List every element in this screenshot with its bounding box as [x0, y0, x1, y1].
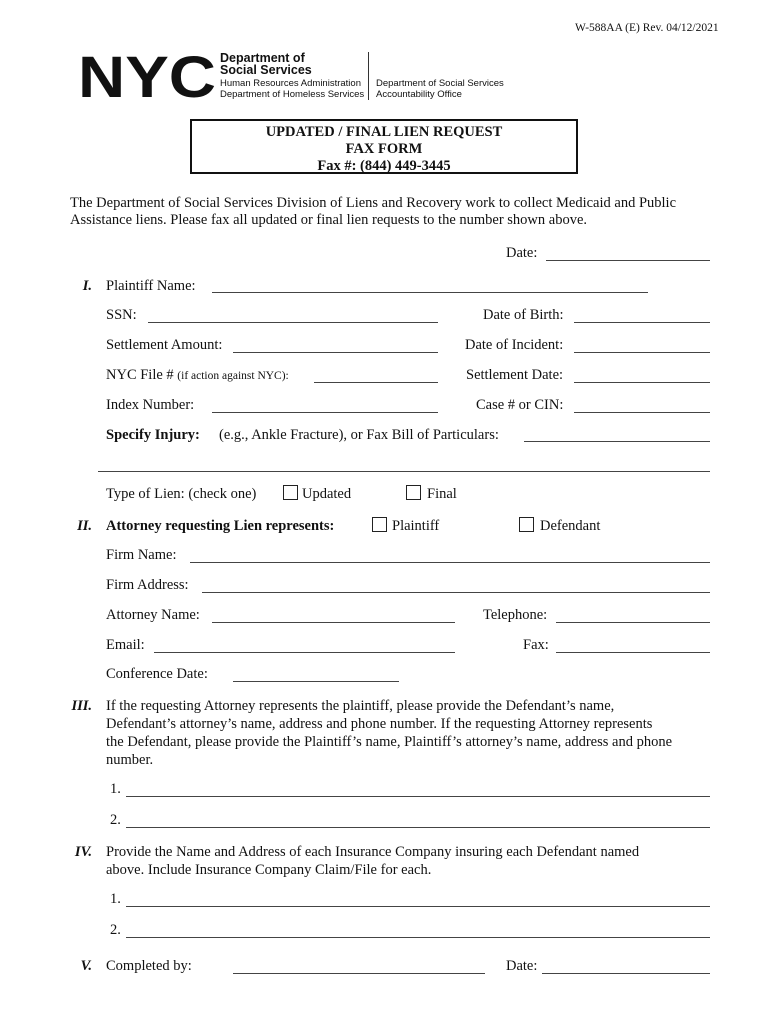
index-number-label: Index Number:: [106, 397, 195, 413]
conference-date-field[interactable]: [233, 681, 399, 682]
final-label: Final: [427, 486, 457, 502]
logo-divider: [368, 52, 369, 100]
section-3-line4: number.: [106, 752, 154, 768]
completed-date-label: Date:: [506, 958, 538, 974]
ssn-label: SSN:: [106, 307, 137, 323]
section-4-item1-field[interactable]: [126, 906, 710, 907]
firm-name-label: Firm Name:: [106, 547, 177, 563]
section-4-line2: above. Include Insurance Company Claim/File for each.: [106, 862, 432, 878]
plaintiff-name-field[interactable]: [212, 292, 648, 293]
updated-checkbox[interactable]: [283, 485, 298, 500]
section-5-numeral: V.: [80, 958, 92, 974]
attorney-represents-label: Attorney requesting Lien represents:: [106, 518, 335, 534]
telephone-field[interactable]: [556, 622, 710, 623]
email-field[interactable]: [154, 652, 455, 653]
section-2-numeral: II.: [77, 518, 92, 534]
nyc-logo-text: NYC: [78, 52, 216, 102]
completed-date-field[interactable]: [542, 973, 710, 974]
settlement-amount-field[interactable]: [233, 352, 438, 353]
completed-by-label: Completed by:: [106, 958, 192, 974]
fax-label: Fax:: [523, 637, 549, 653]
settlement-amount-label: Settlement Amount:: [106, 337, 223, 353]
firm-name-field[interactable]: [190, 562, 710, 563]
title-box: [190, 119, 578, 174]
title-line1: UPDATED / FINAL LIEN REQUEST: [265, 124, 503, 140]
section-4-item1-number: 1.: [110, 891, 121, 907]
section-4-item2-field[interactable]: [126, 937, 710, 938]
dob-field[interactable]: [574, 322, 710, 323]
date-of-incident-field[interactable]: [574, 352, 710, 353]
logo-sub-line1: Human Resources Administration: [220, 78, 361, 89]
specify-injury-label: Specify Injury:: [106, 427, 200, 443]
defendant-label: Defendant: [540, 518, 601, 534]
dob-label: Date of Birth:: [483, 307, 564, 323]
firm-address-field[interactable]: [202, 592, 710, 593]
injury-hint: (e.g., Ankle Fracture), or Fax Bill of Particulars:: [219, 427, 499, 443]
logo-dept-line2: Social Services: [220, 63, 312, 77]
ssn-field[interactable]: [148, 322, 438, 323]
injury-field[interactable]: [524, 441, 710, 442]
updated-label: Updated: [302, 486, 352, 502]
nyc-file-note: (if action against NYC):: [177, 370, 289, 382]
section-3-numeral: III.: [71, 698, 92, 714]
intro-line2: Assistance liens. Please fax all updated or final lien requests to the number shown above.: [70, 212, 588, 228]
index-number-field[interactable]: [212, 412, 438, 413]
logo-right-line2: Accountability Office: [376, 89, 462, 100]
fax-field[interactable]: [556, 652, 710, 653]
nyc-file-text: NYC File #: [106, 367, 174, 383]
case-cin-field[interactable]: [574, 412, 710, 413]
plaintiff-label: Plaintiff: [392, 518, 440, 534]
conference-date-label: Conference Date:: [106, 666, 208, 682]
email-label: Email:: [106, 637, 145, 653]
section-3-item1-number: 1.: [110, 781, 121, 797]
final-checkbox[interactable]: [406, 485, 421, 500]
defendant-checkbox[interactable]: [519, 517, 534, 532]
telephone-label: Telephone:: [483, 607, 548, 623]
section-4-numeral: IV.: [74, 844, 92, 860]
logo-dept-line1: Department of: [220, 51, 305, 65]
firm-address-label: Firm Address:: [106, 577, 189, 593]
completed-by-field[interactable]: [233, 973, 485, 974]
section-3-item2-number: 2.: [110, 812, 121, 828]
attorney-name-label: Attorney Name:: [106, 607, 200, 623]
logo-sub-line2: Department of Homeless Services: [220, 89, 365, 100]
injury-field-line2[interactable]: [98, 471, 710, 472]
nyc-logo-mark-icon: [78, 52, 218, 102]
case-cin-label: Case # or CIN:: [476, 397, 564, 413]
form-code: W-588AA (E) Rev. 04/12/2021: [575, 22, 719, 34]
intro-line1: The Department of Social Services Division of Liens and Recovery work to collect Medicaid and Public: [70, 195, 677, 211]
title-line2: FAX FORM: [345, 141, 423, 157]
section-1-numeral: I.: [82, 278, 92, 294]
section-4-item2-number: 2.: [110, 922, 121, 938]
settlement-date-field[interactable]: [574, 382, 710, 383]
attorney-name-field[interactable]: [212, 622, 455, 623]
section-3-line3: the Defendant, please provide the Plaintiff’s name, Plaintiff’s attorney’s name, address and phone: [106, 734, 673, 750]
section-4-line1: Provide the Name and Address of each Insurance Company insuring each Defendant named: [106, 844, 640, 860]
date-field[interactable]: [546, 260, 710, 261]
title-fax-number: Fax #: (844) 449-3445: [317, 158, 451, 174]
date-label: Date:: [506, 245, 538, 261]
date-of-incident-label: Date of Incident:: [465, 337, 564, 353]
section-3-line1: If the requesting Attorney represents the plaintiff, please provide the Defendant’s name,: [106, 698, 615, 714]
logo-right-line1: Department of Social Services: [376, 78, 504, 89]
nyc-file-label: [106, 367, 289, 384]
type-of-lien-label: Type of Lien: (check one): [106, 486, 257, 502]
settlement-date-label: Settlement Date:: [466, 367, 564, 383]
nyc-file-field[interactable]: [314, 382, 438, 383]
section-3-item2-field[interactable]: [126, 827, 710, 828]
plaintiff-checkbox[interactable]: [372, 517, 387, 532]
section-3-line2: Defendant’s attorney’s name, address and phone number. If the requesting Attorney represents: [106, 716, 653, 732]
plaintiff-name-label: Plaintiff Name:: [106, 278, 196, 294]
section-3-item1-field[interactable]: [126, 796, 710, 797]
